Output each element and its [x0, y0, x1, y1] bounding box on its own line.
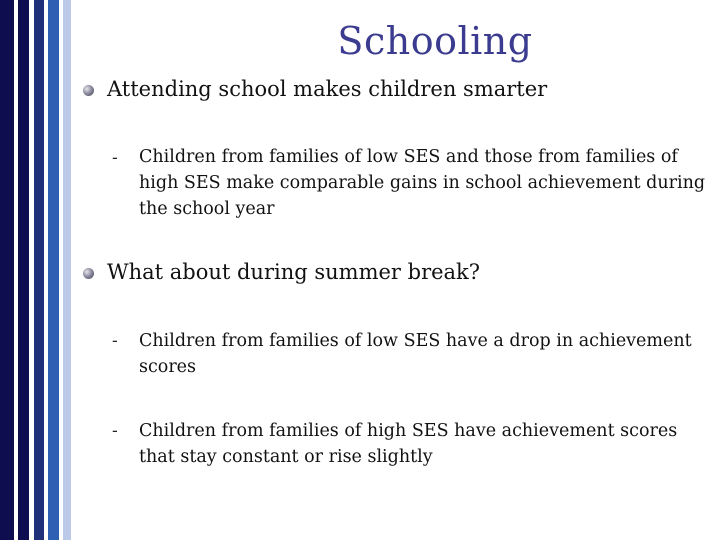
- dash-icon: -: [112, 148, 118, 168]
- stripe-1: [0, 0, 14, 540]
- stripe-9: [63, 0, 71, 540]
- dash-icon: -: [112, 331, 118, 351]
- stripe-5: [34, 0, 44, 540]
- bullet-icon: [83, 268, 94, 279]
- bullet-text: What about during summer break?: [107, 260, 481, 284]
- decorative-side-stripes: [0, 0, 76, 540]
- slide-title: Schooling: [337, 19, 533, 63]
- sub-bullet-text: Children from families of high SES have achievement scores that stay constant or rise slightly: [139, 421, 678, 467]
- dash-icon: -: [112, 421, 118, 441]
- stripe-3: [18, 0, 29, 540]
- bullet-icon: [83, 85, 94, 96]
- sub-bullet-text: Children from families of low SES and those from families of high SES make comparable gains in school achievement during the school year: [139, 147, 706, 219]
- stripe-7: [48, 0, 59, 540]
- sub-bullet-text: Children from families of low SES have a drop in achievement scores: [139, 331, 692, 377]
- bullet-text: Attending school makes children smarter: [107, 77, 548, 101]
